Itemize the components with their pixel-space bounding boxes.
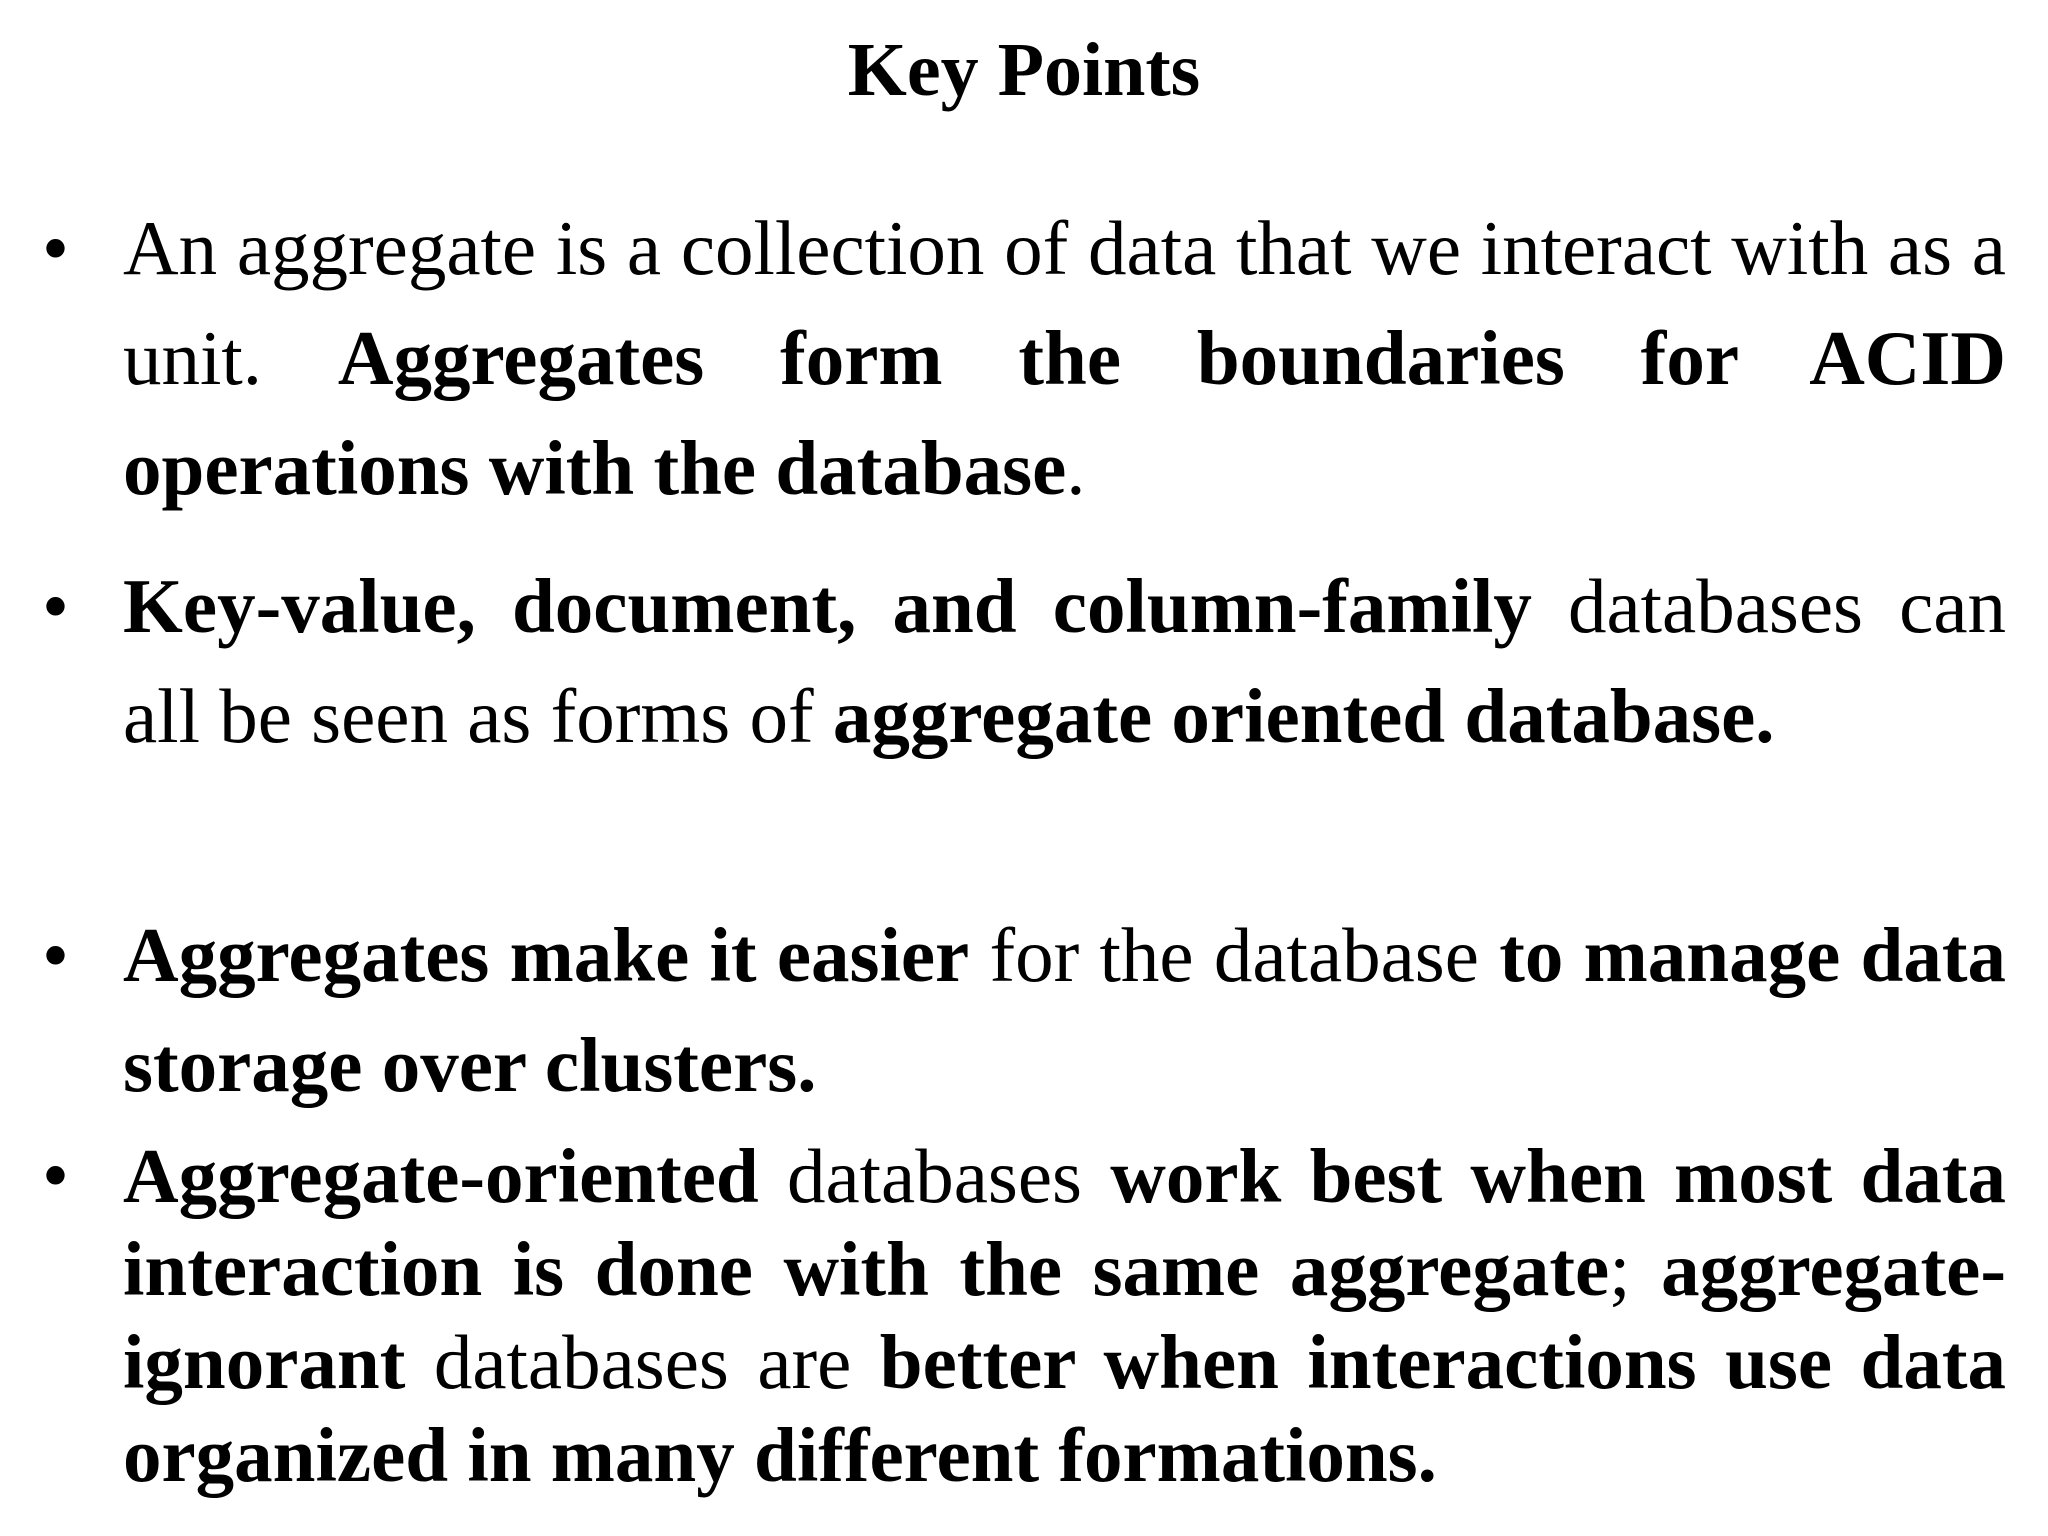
bullet-text: for the database <box>969 912 1500 998</box>
bullet-text-bold: aggregate-ignorant <box>123 1226 2006 1405</box>
bullet-marker: • <box>42 563 69 649</box>
bullet-text-bold: Aggregates make it easier <box>123 912 970 998</box>
bullet-text: databases <box>758 1133 1111 1219</box>
bullet-point-aggregate-definition <box>123 193 2006 523</box>
bullet-text-bold: Aggregate-oriented <box>123 1133 759 1219</box>
bullet-text: An aggregate is a collection of data that we interact with as a unit. <box>123 205 2006 401</box>
bullet-text-bold: Key-value, document, and column-family <box>123 563 1532 649</box>
page-title: Key Points <box>847 28 1201 112</box>
bullet-text-bold: Aggregates form the boundaries for ACID operations with the database <box>123 315 2006 511</box>
bullet-text-bold: better when interactions use data organized in many different formations. <box>123 1319 2006 1498</box>
bullet-marker: • <box>42 1132 69 1218</box>
bullet-text: . <box>1066 425 1086 511</box>
bullet-point-aggregate-databases <box>123 551 2006 771</box>
bullet-text: ; <box>1609 1226 1662 1312</box>
bullet-text-bold: to manage data storage over clusters. <box>123 912 2007 1108</box>
bullet-text: databases can all be seen as forms of <box>123 563 2006 759</box>
bullet-marker: • <box>42 205 69 291</box>
bullet-point-cluster-storage <box>123 900 2006 1120</box>
bullet-point-aggregate-oriented-vs-ignorant <box>123 1130 2006 1502</box>
bullet-text: databases are <box>405 1319 880 1405</box>
bullet-marker: • <box>42 912 69 998</box>
bullet-text-bold: work best when most data interaction is done with the same aggregate <box>123 1133 2006 1312</box>
bullet-text-bold: aggregate oriented database. <box>832 673 1775 759</box>
